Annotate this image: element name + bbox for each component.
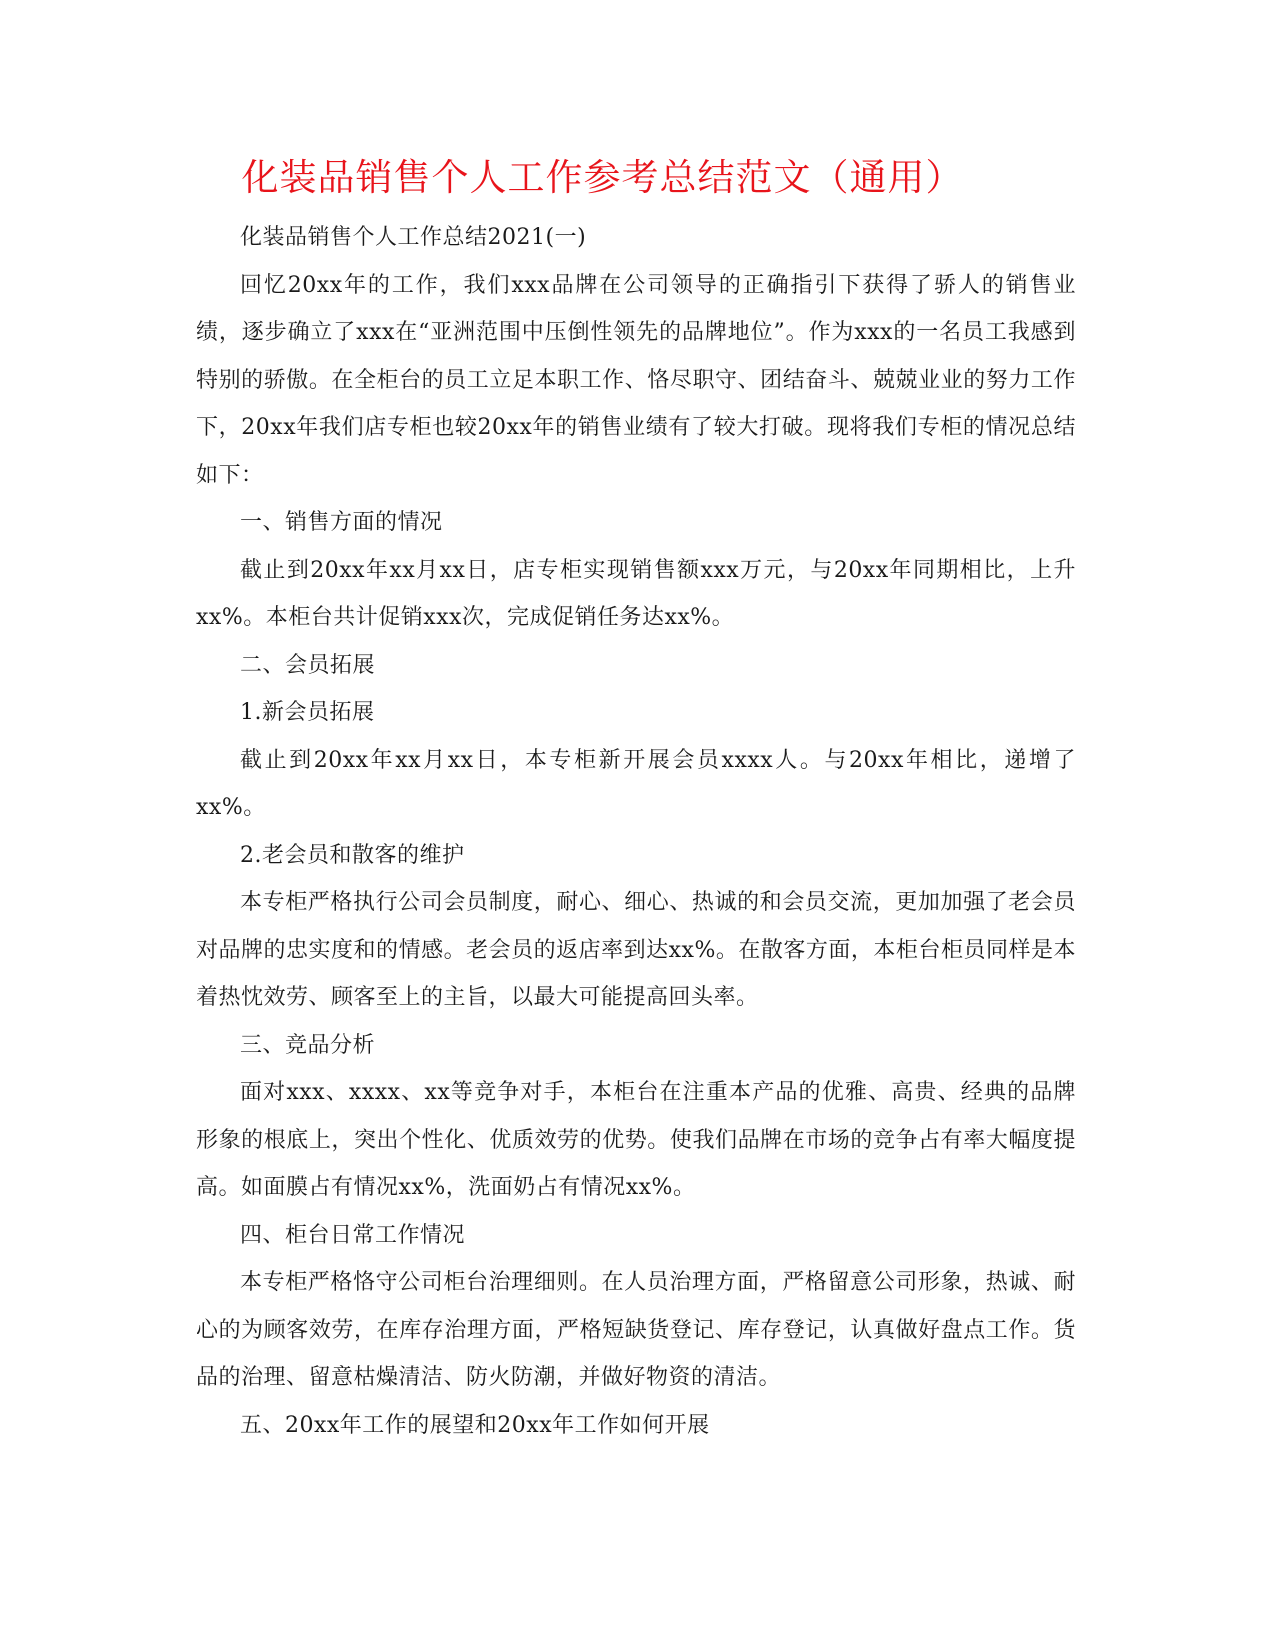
sales-paragraph: 截止到20xx年xx月xx日，店专柜实现销售额xxx万元，与20xx年同期相比，上升xx%。本柜台共计促销xxx次，完成促销任务达xx%。: [196, 557, 1076, 630]
section-heading-outlook: 五、20xx年工作的展望和20xx年工作如何开展: [240, 1412, 710, 1438]
section-subtitle: 化装品销售个人工作总结2021(一): [240, 225, 587, 250]
document-body: [196, 214, 1076, 1449]
section-heading-members: 二、会员拓展: [240, 652, 376, 678]
subheading-new-members: 1.新会员拓展: [240, 700, 375, 725]
section-heading-sales: 一、销售方面的情况: [240, 510, 443, 535]
old-members-paragraph: 本专柜严格执行公司会员制度，耐心、细心、热诚的和会员交流，更加加强了老会员对品牌的忠实度和的情感。老会员的返店率到达xx%。在散客方面，本柜台柜员同样是本着热忱效劳、顾客至上的主旨，以最大可能提高回头率。: [196, 890, 1076, 1010]
intro-paragraph: 回忆20xx年的工作，我们xxx品牌在公司领导的正确指引下获得了骄人的销售业绩，逐步确立了xxx在“亚洲范围中压倒性领先的品牌地位”。作为xxx的一名员工我感到特别的骄傲。在全柜台的员工立足本职工作、恪尽职守、团结奋斗、兢兢业业的努力工作下，20xx年我们店专柜也较20xx年的销售业绩有了较大打破。现将我们专柜的情况总结如下：: [196, 272, 1076, 488]
daily-work-paragraph: 本专柜严格恪守公司柜台治理细则。在人员治理方面，严格留意公司形象，热诚、耐心的为顾客效劳，在库存治理方面，严格短缺货登记、库存登记，认真做好盘点工作。货品的治理、留意枯燥清洁、防火防潮，并做好物资的清洁。: [196, 1270, 1076, 1390]
subheading-old-members: 2.老会员和散客的维护: [240, 842, 465, 868]
section-heading-competitors: 三、竞品分析: [240, 1032, 376, 1058]
competitors-paragraph: 面对xxx、xxxx、xx等竞争对手，本柜台在注重本产品的优雅、高贵、经典的品牌形象的根底上，突出个性化、优质效劳的优势。使我们品牌在市场的竞争占有率大幅度提高。如面膜占有情况xx%，洗面奶占有情况xx%。: [196, 1080, 1076, 1200]
section-heading-daily-work: 四、柜台日常工作情况: [240, 1222, 466, 1248]
new-members-paragraph: 截止到20xx年xx月xx日，本专柜新开展会员xxxx人。与20xx年相比，递增了xx%。: [196, 747, 1076, 820]
document-title: 化装品销售个人工作参考总结范文（通用）: [241, 156, 964, 199]
